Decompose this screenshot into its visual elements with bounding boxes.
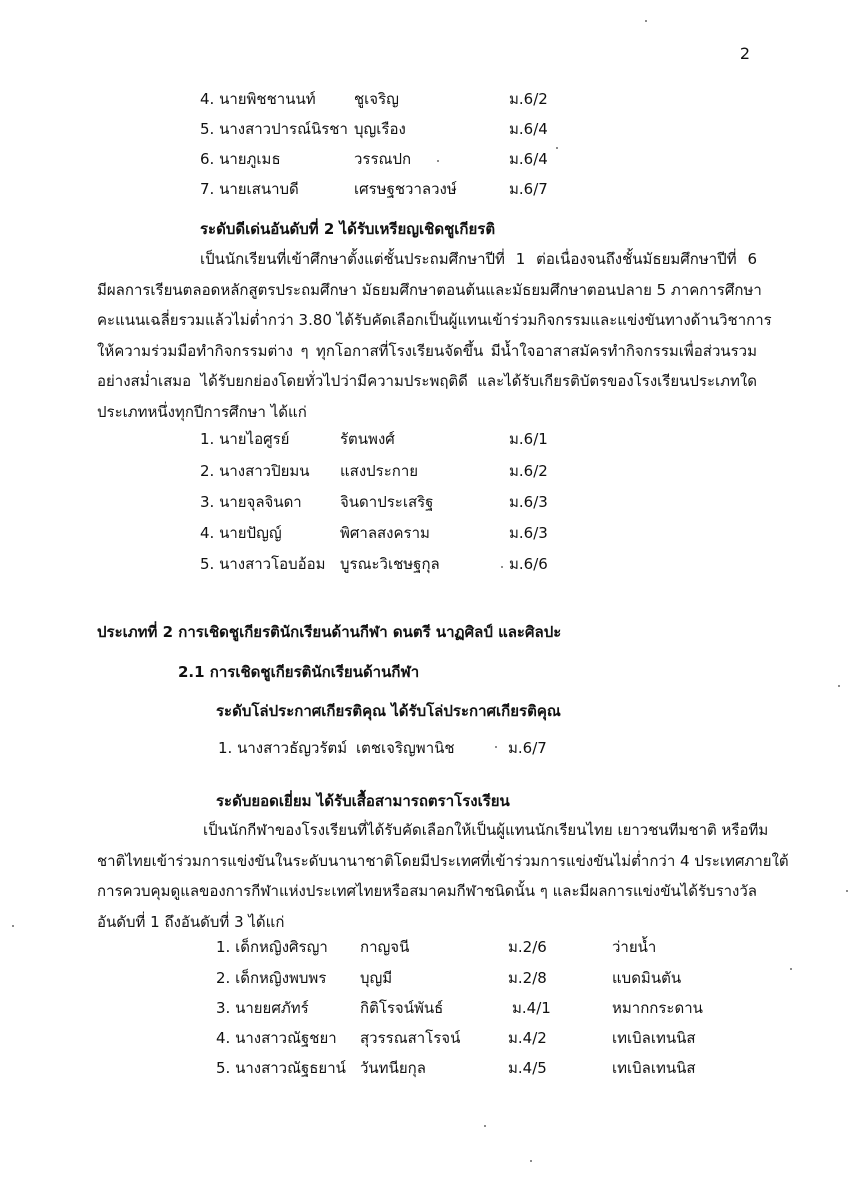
student-name: 2. เด็กหญิงพบพร bbox=[216, 969, 327, 987]
student-surname: กาญจนี bbox=[360, 938, 410, 956]
paragraph-line: อันดับที่ 1 ถึงอันดับที่ 3 ได้แก่ bbox=[97, 912, 285, 931]
paragraph-line: ประเภทหนึ่งทุกปีการศึกษา ได้แก่ bbox=[97, 402, 307, 421]
student-name: 6. นายภูเมธ bbox=[200, 150, 281, 168]
student-sport: หมากกระดาน bbox=[612, 999, 703, 1017]
scan-speck bbox=[530, 1160, 532, 1162]
student-surname: กิติโรจน์พันธ์ bbox=[360, 999, 444, 1017]
student-class: ม.6/7 bbox=[508, 739, 547, 757]
student-name: 2. นางสาวปิยมน bbox=[200, 462, 310, 480]
student-name: 5. นางสาวปารณ์นิรชา bbox=[200, 120, 348, 138]
paragraph-line: อย่างสม่ำเสมอ ได้รับยกย่องโดยทั่วไปว่ามีความประพฤติดี และได้รับเกียรติบัตรของโรงเรียนประเภทใด bbox=[97, 372, 757, 391]
scan-speck bbox=[556, 147, 558, 149]
paragraph-line: การควบคุมดูแลของการกีฬาแห่งประเทศไทยหรือสมาคมกีฬาชนิดนั้น ๆ และมีผลการแข่งขันได้รับรางวัล bbox=[97, 882, 757, 901]
list-item bbox=[200, 148, 600, 170]
student-surname: รัตนพงศ์ bbox=[340, 430, 395, 448]
student-name: 5. นางสาวณัฐธยาน์ bbox=[216, 1059, 346, 1077]
student-surname: บุญมี bbox=[360, 969, 393, 987]
student-class: ม.2/6 bbox=[508, 938, 547, 956]
student-class: ม.4/5 bbox=[508, 1059, 547, 1077]
list-item bbox=[216, 1027, 716, 1049]
category-heading: ประเภทที่ 2 การเชิดชูเกียรตินักเรียนด้านกีฬา ดนตรี นาฏศิลป์ และศิลปะ bbox=[97, 623, 562, 641]
student-sport: เทเบิลเทนนิส bbox=[612, 1029, 696, 1047]
scan-speck bbox=[790, 968, 792, 970]
paragraph-line: ชาติไทยเข้าร่วมการแข่งขันในระดับนานาชาติโดยมีประเทศที่เข้าร่วมการแข่งขันไม่ต่ำกว่า 4 ประเทศภายใต้ bbox=[97, 851, 789, 870]
student-sport: ว่ายน้ำ bbox=[612, 938, 657, 956]
paragraph-line: คะแนนเฉลี่ยรวมแล้วไม่ต่ำกว่า 3.80 ได้รับคัดเลือกเป็นผู้แทนเข้าร่วมกิจกรรมและแข่งขันทางด้านวิชาการ bbox=[97, 311, 772, 330]
scan-speck bbox=[12, 925, 14, 927]
student-class: ม.6/3 bbox=[509, 493, 548, 511]
list-item bbox=[200, 428, 600, 450]
section-heading: ระดับยอดเยี่ยม ได้รับเสื้อสามารถตราโรงเรียน bbox=[216, 792, 510, 810]
scan-speck bbox=[838, 685, 840, 687]
scan-speck bbox=[846, 890, 848, 892]
student-surname: วรรณปก bbox=[354, 150, 412, 168]
student-name: 7. นายเสนาบดี bbox=[200, 180, 299, 198]
student-class: ม.6/4 bbox=[509, 120, 548, 138]
student-sport: เทเบิลเทนนิส bbox=[612, 1059, 696, 1077]
student-class: ม.6/7 bbox=[509, 180, 548, 198]
description-paragraph bbox=[97, 244, 772, 428]
paragraph-line: มีผลการเรียนตลอดหลักสูตรประถมศึกษา มัธยมศึกษาตอนต้นและมัธยมศึกษาตอนปลาย 5 ภาคการศึกษา bbox=[97, 280, 762, 299]
student-surname: บุญเรือง bbox=[354, 120, 406, 138]
list-item bbox=[200, 88, 600, 110]
student-surname: จินดาประเสริฐ bbox=[340, 493, 434, 511]
student-name: 4. นายพิชชานนท์ bbox=[200, 90, 316, 108]
list-item bbox=[200, 553, 600, 575]
list-item bbox=[200, 178, 600, 200]
list-item bbox=[216, 997, 716, 1019]
student-surname: เศรษฐชวาลวงษ์ bbox=[354, 180, 457, 198]
list-item bbox=[216, 1057, 716, 1079]
student-class: ม.6/2 bbox=[509, 462, 548, 480]
student-class: ม.4/1 bbox=[512, 999, 551, 1017]
list-item bbox=[200, 118, 600, 140]
paragraph-line: เป็นนักเรียนที่เข้าศึกษาตั้งแต่ชั้นประถมศึกษาปีที่ 1 ต่อเนื่องจนถึงชั้นมัธยมศึกษาปีที่ 6 bbox=[200, 250, 757, 268]
student-class: ม.6/4 bbox=[509, 150, 548, 168]
student-surname: วันทนียกุล bbox=[360, 1059, 426, 1077]
student-class: ม.6/3 bbox=[509, 524, 548, 542]
section-heading: ระดับดีเด่นอันดับที่ 2 ได้รับเหรียญเชิดชูเกียรติ bbox=[200, 220, 496, 238]
scan-speck bbox=[495, 746, 497, 748]
student-surname: สุวรรณสาโรจน์ bbox=[360, 1029, 461, 1047]
student-name: 4. นางสาวณัฐชยา bbox=[216, 1029, 337, 1047]
student-class: ม.6/2 bbox=[509, 90, 548, 108]
section-heading: ระดับโล่ประกาศเกียรติคุณ ได้รับโล่ประกาศเกียรติคุณ bbox=[216, 702, 561, 720]
student-class: ม.6/1 bbox=[509, 430, 548, 448]
scan-speck bbox=[645, 20, 647, 22]
paragraph-line: เป็นนักกีฬาของโรงเรียนที่ได้รับคัดเลือกให้เป็นผู้แทนนักเรียนไทย เยาวชนทีมชาติ หรือทีม bbox=[203, 821, 769, 839]
list-item bbox=[200, 460, 600, 482]
student-surname: บูรณะวิเชษฐกุล bbox=[340, 555, 440, 573]
student-name: 3. นายจุลจินดา bbox=[200, 493, 302, 511]
student-class: ม.6/6 bbox=[509, 555, 548, 573]
student-surname: แสงประกาย bbox=[340, 462, 419, 480]
student-surname: เตชเจริญพานิช bbox=[356, 739, 455, 757]
scan-speck bbox=[501, 566, 503, 568]
student-class: ม.4/2 bbox=[508, 1029, 547, 1047]
list-item bbox=[218, 737, 618, 759]
list-item bbox=[200, 491, 600, 513]
student-surname: พิศาลสงคราม bbox=[340, 524, 430, 542]
student-name: 4. นายปัญญ์ bbox=[200, 524, 282, 542]
page-number: 2 bbox=[739, 44, 750, 63]
description-paragraph bbox=[97, 815, 789, 937]
student-name: 1. นายไอศูรย์ bbox=[200, 430, 290, 448]
scan-speck bbox=[437, 160, 439, 162]
student-name: 1. นางสาวธัญวรัตม์ bbox=[218, 739, 348, 757]
subsection-heading: 2.1 การเชิดชูเกียรตินักเรียนด้านกีฬา bbox=[178, 663, 420, 681]
list-item bbox=[216, 936, 716, 958]
list-item bbox=[216, 967, 716, 989]
scan-speck bbox=[484, 1125, 486, 1127]
student-class: ม.2/8 bbox=[508, 969, 547, 987]
student-sport: แบดมินตัน bbox=[612, 969, 682, 987]
student-name: 5. นางสาวโอบอ้อม bbox=[200, 555, 326, 573]
student-name: 1. เด็กหญิงศิรญา bbox=[216, 938, 328, 956]
student-surname: ชูเจริญ bbox=[354, 90, 399, 108]
list-item bbox=[200, 522, 600, 544]
student-name: 3. นายยศภัทร์ bbox=[216, 999, 309, 1017]
paragraph-line: ให้ความร่วมมือทำกิจกรรมต่าง ๆ ทุกโอกาสที่โรงเรียนจัดขึ้น มีน้ำใจอาสาสมัครทำกิจกรรมเพื่อส่วนรวม bbox=[97, 341, 757, 360]
